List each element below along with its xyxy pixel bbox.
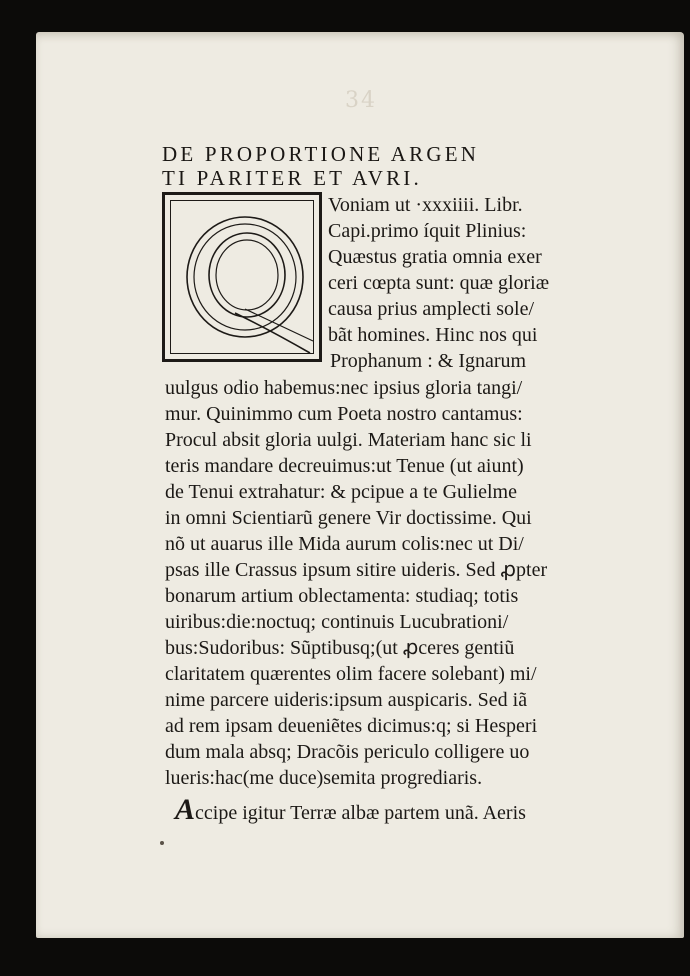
text-line-1: Voniam ut ·xxxiiii. Libr. [328,194,523,216]
text-line-17: uiribus:die:noctuq; continuis Lucubrationi/ [165,611,509,633]
text-line-15: psas ille Crassus ipsum sitire uideris. Sed ꝓpter [165,559,548,581]
paragraph-initial: A [175,793,196,826]
text-line-7: Prophanum : & Ignarum [330,350,527,372]
ink-mark [160,841,164,845]
decorated-initial [162,192,322,362]
text-line-24 [175,793,526,826]
text-line-10: Procul absit gloria uulgi. Materiam hanc sic li [165,429,532,451]
text-line-22: dum mala absq; Dracõis periculo colligere uo [165,741,530,763]
text-line-2: Capi.primo íquit Plinius: [328,220,527,242]
text-line-9: mur. Quinimmo cum Poeta nostro cantamus: [165,403,523,425]
paragraph-line-rest: ccipe igitur Terræ albæ partem unã. Aeris [195,802,526,824]
text-line-14: nõ ut auarus ille Mida aurum colis:nec ut Di/ [165,533,524,555]
text-line-12: de Tenui extrahatur: & pcipue a te Gulielme [165,481,517,503]
text-line-20: nime parcere uideris:ipsum auspicaris. Sed iã [165,689,528,711]
text-line-3: Quæstus gratia omnia exer [328,246,542,268]
text-line-11: teris mandare decreuimus:ut Tenue (ut aiunt) [165,455,524,477]
chapter-heading [162,142,582,190]
text-line-6: bãt homines. Hinc nos qui [328,324,538,346]
text-line-8: uulgus odio habemus:nec ipsius gloria tangi/ [165,377,523,399]
text-line-16: bonarum artium oblectamenta: studiaq; totis [165,585,519,607]
text-line-21: ad rem ipsam deueniẽtes dicimus:q; si Hesperi [165,715,538,737]
text-line-19: claritatem quærentes olim facere solebant) mi/ [165,663,537,685]
svg-text:Q: Q [244,285,246,286]
text-line-5: causa prius amplecti sole/ [328,298,535,320]
text-line-18: bus:Sudoribus: Sũptibusq;(ut ꝓceres gentiũ [165,637,515,659]
text-line-13: in omni Scientiarũ genere Vir doctissime. Qui [165,507,532,529]
heading-line-2: TI PARITER ET AVRI. [162,166,422,190]
heading-line-1: DE PROPORTIONE ARGEN [162,142,480,166]
text-line-23: lueris:hac(me duce)semita progrediaris. [165,767,483,789]
initial-letter-q-icon [175,205,315,355]
page-number: 34 [345,88,377,113]
text-line-4: ceri cœpta sunt: quæ gloriæ [328,272,550,294]
